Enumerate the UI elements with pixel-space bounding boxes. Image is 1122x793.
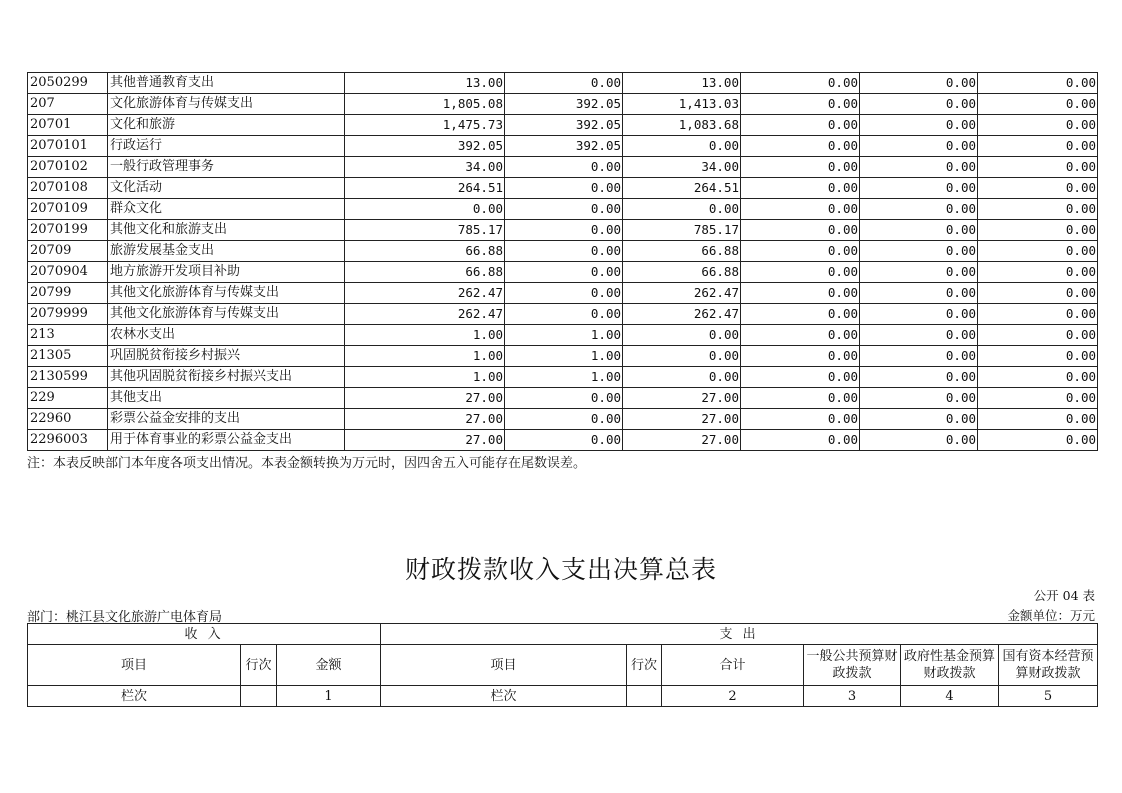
amount-cell: 0.00 — [978, 325, 1098, 346]
amount-cell: 0.00 — [860, 94, 978, 115]
amount-cell: 262.47 — [623, 283, 741, 304]
amount-cell: 1.00 — [505, 346, 623, 367]
amount-cell: 0.00 — [978, 136, 1098, 157]
amount-cell: 0.00 — [623, 346, 741, 367]
amount-cell: 0.00 — [860, 283, 978, 304]
subject-code: 2070108 — [28, 178, 108, 199]
amount-cell: 0.00 — [860, 241, 978, 262]
amount-cell: 66.88 — [623, 241, 741, 262]
subject-code: 21305 — [28, 346, 108, 367]
table-row — [28, 136, 1098, 157]
subject-name: 文化活动 — [108, 178, 345, 199]
subject-name: 一般行政管理事务 — [108, 157, 345, 178]
table-row — [28, 115, 1098, 136]
amount-cell: 0.00 — [860, 430, 978, 451]
subject-code: 229 — [28, 388, 108, 409]
amount-cell: 0.00 — [860, 115, 978, 136]
column-index-4: 4 — [901, 686, 999, 707]
subject-code: 2050299 — [28, 73, 108, 94]
column-index-1: 1 — [277, 686, 381, 707]
amount-cell: 262.47 — [345, 304, 505, 325]
amount-cell: 0.00 — [741, 325, 860, 346]
subject-code: 20709 — [28, 241, 108, 262]
amount-cell: 0.00 — [978, 157, 1098, 178]
table-row — [28, 262, 1098, 283]
empty-cell — [241, 686, 277, 707]
amount-cell: 0.00 — [505, 73, 623, 94]
subject-name: 巩固脱贫衔接乡村振兴 — [108, 346, 345, 367]
amount-cell: 0.00 — [505, 157, 623, 178]
amount-cell: 0.00 — [623, 367, 741, 388]
subject-name: 文化旅游体育与传媒支出 — [108, 94, 345, 115]
amount-cell: 34.00 — [623, 157, 741, 178]
subject-code: 2130599 — [28, 367, 108, 388]
amount-cell: 27.00 — [345, 388, 505, 409]
income-column-index-label: 栏次 — [28, 686, 241, 707]
amount-cell: 264.51 — [345, 178, 505, 199]
fiscal-summary-table — [27, 623, 1098, 707]
amount-cell: 785.17 — [623, 220, 741, 241]
amount-cell: 0.00 — [978, 304, 1098, 325]
table-row — [28, 241, 1098, 262]
subject-name: 用于体育事业的彩票公益金支出 — [108, 430, 345, 451]
amount-cell: 0.00 — [741, 157, 860, 178]
amount-cell: 0.00 — [623, 199, 741, 220]
table-row — [28, 199, 1098, 220]
amount-cell: 0.00 — [860, 136, 978, 157]
subject-name: 农林水支出 — [108, 325, 345, 346]
amount-cell: 0.00 — [741, 136, 860, 157]
table-row — [28, 430, 1098, 451]
income-amount-header: 金额 — [277, 645, 381, 686]
amount-cell: 0.00 — [978, 367, 1098, 388]
amount-cell: 13.00 — [345, 73, 505, 94]
amount-cell: 0.00 — [978, 199, 1098, 220]
income-header: 收 入 — [28, 624, 381, 645]
table-row — [28, 220, 1098, 241]
amount-cell: 0.00 — [741, 241, 860, 262]
amount-cell: 66.88 — [345, 262, 505, 283]
amount-cell: 1.00 — [345, 325, 505, 346]
subject-code: 2070109 — [28, 199, 108, 220]
page-title: 财政拨款收入支出决算总表 — [404, 555, 717, 584]
subject-code: 20701 — [28, 115, 108, 136]
amount-cell: 0.00 — [978, 115, 1098, 136]
amount-cell: 1,413.03 — [623, 94, 741, 115]
amount-cell: 0.00 — [505, 304, 623, 325]
amount-cell: 0.00 — [741, 115, 860, 136]
expenditure-detail-table — [27, 72, 1098, 451]
amount-cell: 0.00 — [623, 325, 741, 346]
amount-cell: 0.00 — [860, 199, 978, 220]
subject-name: 其他普通教育支出 — [108, 73, 345, 94]
amount-cell: 0.00 — [741, 220, 860, 241]
amount-cell: 0.00 — [741, 94, 860, 115]
amount-cell: 785.17 — [345, 220, 505, 241]
amount-cell: 0.00 — [505, 241, 623, 262]
expense-line-header: 行次 — [627, 645, 662, 686]
amount-cell: 0.00 — [505, 430, 623, 451]
subject-code: 2070904 — [28, 262, 108, 283]
amount-cell: 1,083.68 — [623, 115, 741, 136]
amount-cell: 1.00 — [505, 325, 623, 346]
subject-code: 2079999 — [28, 304, 108, 325]
column-index-2: 2 — [662, 686, 804, 707]
subject-name: 地方旅游开发项目补助 — [108, 262, 345, 283]
subject-code: 2296003 — [28, 430, 108, 451]
amount-cell: 27.00 — [345, 430, 505, 451]
table-row — [28, 388, 1098, 409]
amount-cell: 0.00 — [978, 430, 1098, 451]
amount-cell: 1,475.73 — [345, 115, 505, 136]
column-index-3: 3 — [804, 686, 901, 707]
amount-cell: 0.00 — [860, 73, 978, 94]
amount-cell: 34.00 — [345, 157, 505, 178]
amount-cell: 0.00 — [505, 388, 623, 409]
column-index-5: 5 — [999, 686, 1098, 707]
amount-cell: 0.00 — [505, 199, 623, 220]
amount-cell: 0.00 — [741, 409, 860, 430]
amount-cell: 0.00 — [860, 346, 978, 367]
amount-cell: 1.00 — [345, 346, 505, 367]
table-row — [28, 178, 1098, 199]
amount-cell: 0.00 — [860, 262, 978, 283]
amount-cell: 392.05 — [505, 115, 623, 136]
amount-cell: 0.00 — [741, 199, 860, 220]
department-label: 部门：桃江县文化旅游广电体育局 — [27, 610, 223, 625]
amount-cell: 0.00 — [623, 136, 741, 157]
subject-name: 旅游发展基金支出 — [108, 241, 345, 262]
subject-name: 行政运行 — [108, 136, 345, 157]
amount-cell: 27.00 — [345, 409, 505, 430]
expense-column-index-label: 栏次 — [381, 686, 627, 707]
amount-cell: 66.88 — [345, 241, 505, 262]
amount-cell: 262.47 — [623, 304, 741, 325]
subject-name: 群众文化 — [108, 199, 345, 220]
amount-cell: 0.00 — [345, 199, 505, 220]
amount-cell: 0.00 — [978, 388, 1098, 409]
amount-cell: 0.00 — [505, 178, 623, 199]
amount-cell: 0.00 — [741, 178, 860, 199]
amount-cell: 1.00 — [505, 367, 623, 388]
subject-name: 其他文化旅游体育与传媒支出 — [108, 283, 345, 304]
table-row — [28, 409, 1098, 430]
expense-item-header: 项目 — [381, 645, 627, 686]
subject-name: 其他支出 — [108, 388, 345, 409]
amount-cell: 264.51 — [623, 178, 741, 199]
empty-cell — [627, 686, 662, 707]
general-budget-header: 一般公共预算财政拨款 — [804, 645, 901, 686]
gov-fund-header: 政府性基金预算财政拨款 — [901, 645, 999, 686]
amount-cell: 27.00 — [623, 388, 741, 409]
amount-cell: 0.00 — [505, 409, 623, 430]
amount-cell: 0.00 — [741, 346, 860, 367]
amount-cell: 0.00 — [978, 220, 1098, 241]
subject-name: 彩票公益金安排的支出 — [108, 409, 345, 430]
amount-cell: 66.88 — [623, 262, 741, 283]
table-row — [28, 157, 1098, 178]
amount-cell: 0.00 — [860, 388, 978, 409]
amount-cell: 0.00 — [860, 325, 978, 346]
subject-name: 其他巩固脱贫衔接乡村振兴支出 — [108, 367, 345, 388]
amount-cell: 0.00 — [978, 241, 1098, 262]
amount-cell: 0.00 — [741, 73, 860, 94]
subject-code: 213 — [28, 325, 108, 346]
amount-cell: 0.00 — [741, 388, 860, 409]
subject-name: 其他文化和旅游支出 — [108, 220, 345, 241]
amount-cell: 13.00 — [623, 73, 741, 94]
amount-cell: 392.05 — [505, 94, 623, 115]
amount-cell: 0.00 — [860, 157, 978, 178]
amount-cell: 0.00 — [978, 94, 1098, 115]
subject-name: 文化和旅游 — [108, 115, 345, 136]
income-line-header: 行次 — [241, 645, 277, 686]
amount-cell: 0.00 — [978, 262, 1098, 283]
table-row — [28, 73, 1098, 94]
state-capital-header: 国有资本经营预算财政拨款 — [999, 645, 1098, 686]
amount-cell: 0.00 — [741, 262, 860, 283]
table-row — [28, 283, 1098, 304]
amount-cell: 27.00 — [623, 409, 741, 430]
amount-cell: 0.00 — [860, 220, 978, 241]
table-row — [28, 346, 1098, 367]
amount-cell: 0.00 — [860, 409, 978, 430]
table-number: 公开 04 表 — [1033, 588, 1095, 603]
table-row — [28, 94, 1098, 115]
table-note: 注：本表反映部门本年度各项支出情况。本表金额转换为万元时，因四舍五入可能存在尾数误差。 — [27, 456, 587, 471]
amount-cell: 0.00 — [978, 346, 1098, 367]
amount-cell: 0.00 — [505, 220, 623, 241]
amount-cell: 0.00 — [741, 304, 860, 325]
subject-name: 其他文化旅游体育与传媒支出 — [108, 304, 345, 325]
amount-cell: 0.00 — [860, 304, 978, 325]
income-item-header: 项目 — [28, 645, 241, 686]
amount-cell: 0.00 — [741, 430, 860, 451]
amount-cell: 0.00 — [978, 178, 1098, 199]
amount-unit-label: 金额单位：万元 — [1007, 608, 1095, 623]
amount-cell: 0.00 — [860, 367, 978, 388]
table-row — [28, 325, 1098, 346]
amount-cell: 0.00 — [860, 178, 978, 199]
amount-cell: 0.00 — [978, 283, 1098, 304]
table-row — [28, 304, 1098, 325]
amount-cell: 392.05 — [505, 136, 623, 157]
subject-code: 207 — [28, 94, 108, 115]
subject-code: 20799 — [28, 283, 108, 304]
amount-cell: 1,805.08 — [345, 94, 505, 115]
expense-header: 支 出 — [381, 624, 1098, 645]
amount-cell: 0.00 — [978, 73, 1098, 94]
amount-cell: 0.00 — [505, 283, 623, 304]
amount-cell: 392.05 — [345, 136, 505, 157]
subject-code: 2070199 — [28, 220, 108, 241]
amount-cell: 0.00 — [505, 262, 623, 283]
amount-cell: 262.47 — [345, 283, 505, 304]
amount-cell: 0.00 — [741, 283, 860, 304]
amount-cell: 27.00 — [623, 430, 741, 451]
amount-cell: 1.00 — [345, 367, 505, 388]
expense-total-header: 合计 — [662, 645, 804, 686]
subject-code: 22960 — [28, 409, 108, 430]
table-row — [28, 367, 1098, 388]
subject-code: 2070102 — [28, 157, 108, 178]
amount-cell: 0.00 — [741, 367, 860, 388]
amount-cell: 0.00 — [978, 409, 1098, 430]
subject-code: 2070101 — [28, 136, 108, 157]
